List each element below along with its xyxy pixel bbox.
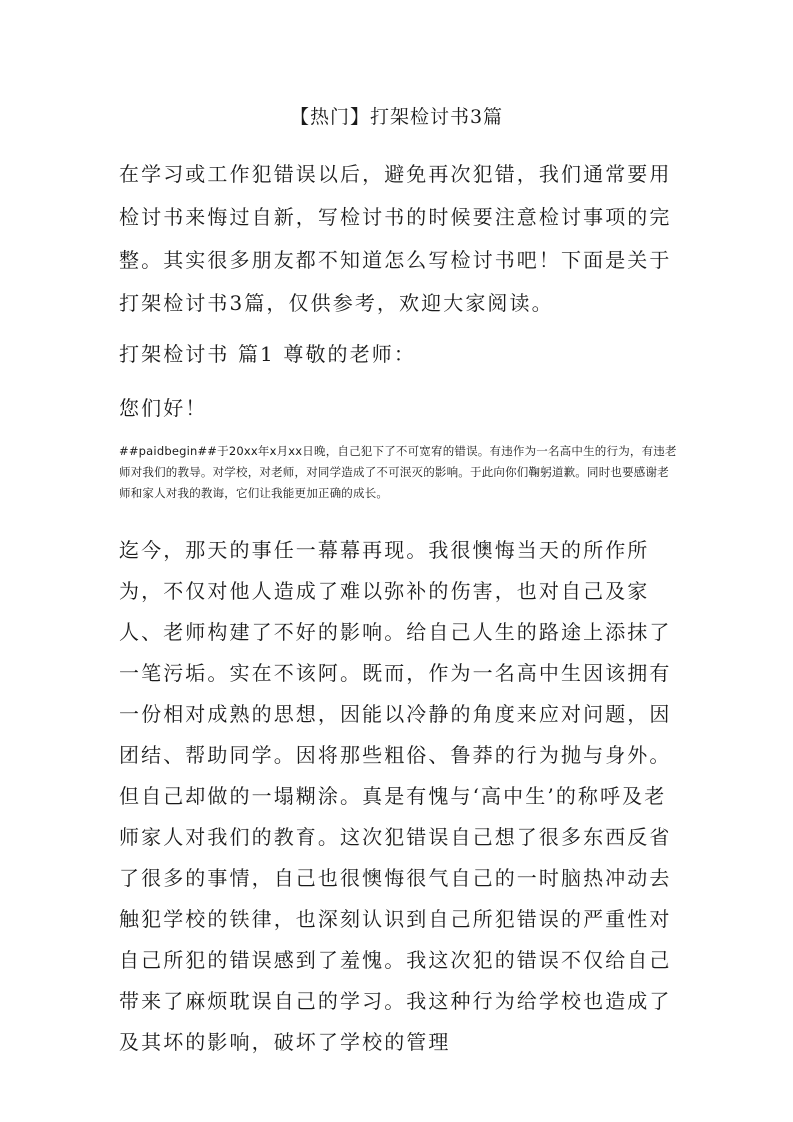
section-heading: 打架检讨书 篇1 尊敬的老师： — [119, 342, 416, 366]
intro-paragraph: 在学习或工作犯错误以后，避免再次犯错，我们通常要用检讨书来悔过自新，写检讨书的时候要注意检讨事项的完整。其实很多朋友都不知道怎么写检讨书吧！下面是关于打架检讨书3篇，仅供参考，欢迎大家阅读。 — [119, 162, 672, 315]
main-paragraph: 迄今，那天的事任一幕幕再现。我很懊悔当天的所作所为，不仅对他人造成了难以弥补的伤害，也对自己及家人、老师构建了不好的影响。给自己人生的路途上添抹了一笔污垢。实在不该阿。既而，作为一名高中生因该拥有一份相对成熟的思想，因能以冷静的角度来应对问题，因团结、帮助同学。因将那些粗俗、鲁莽的行为抛与身外。但自己却做的一塌糊涂。真是有愧与‘高中生’的称呼及老师家人对我们的教育。这次犯错误自己想了很多东西反省了很多的事情，自己也很懊悔很气自己的一时脑热冲动去触犯学校的铁律，也深刻认识到自己所犯错误的严重性对自己所犯的错误感到了羞愧。我这次犯的错误不仅给自己带来了麻烦耽误自己的学习。我这种行为给学校也造成了及其坏的影响，破坏了学校的管理 — [119, 538, 672, 1054]
greeting: 您们好！ — [119, 396, 208, 420]
document-title: 【热门】打架检讨书3篇 — [289, 106, 504, 128]
small-paragraph: ##paidbegin##于20xx年x月xx日晚，自己犯下了不可宽宥的错误。有违作为一名高中生的行为，有违老师对我们的教导。对学校，对老师，对同学造成了不可泯灭的影响。于此向你们鞠躬道歉。同时也要感谢老师和家人对我的教诲，它们让我能更加正确的成长。 — [119, 444, 677, 500]
